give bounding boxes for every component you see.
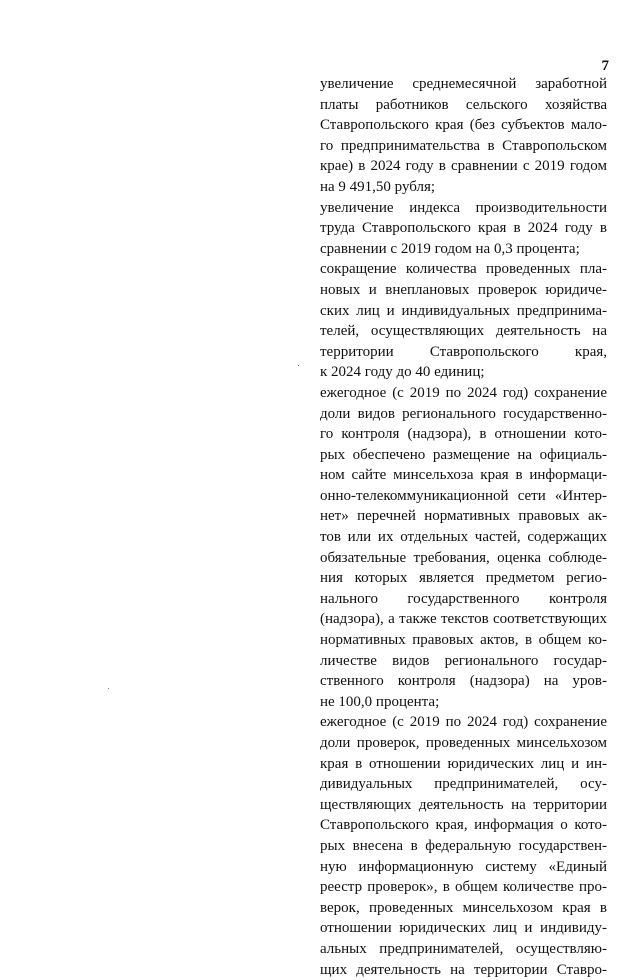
text-line: нального государственного контроля (320, 590, 607, 607)
text-line: новых и внеплановых проверок юридиче- (320, 281, 607, 298)
text-line: сокращение количества проведенных пла- (320, 261, 607, 278)
text-line: увеличение индекса производительности (320, 199, 607, 216)
page-number: 7 (601, 58, 609, 74)
text-line: ежегодное (с 2019 по 2024 год) сохранение (320, 384, 607, 401)
paragraph (320, 74, 607, 198)
text-line: личестве видов регионального государ- (320, 652, 607, 669)
text-line: ния которых является предметом регио- (320, 570, 607, 587)
text-line: доли видов регионального государственно- (320, 405, 607, 422)
text-line: Ставропольского края (без субъектов мало- (320, 117, 607, 134)
text-line: к 2024 году до 40 единиц; (320, 364, 485, 381)
text-line: реестр проверок», в общем количестве про- (320, 879, 607, 896)
text-line: ную информационную систему «Единый (320, 858, 607, 875)
text-line: верок, проведенных минсельхозом края в (320, 899, 607, 916)
text-line: обязательные требования, оценка соблюде- (320, 549, 607, 566)
scan-speck (298, 365, 299, 366)
paragraph (320, 198, 607, 260)
text-line: края в отношении юридических лиц и ин- (320, 755, 607, 772)
text-line: онно-телекоммуникационной сети «Интер- (320, 487, 607, 504)
text-line: ственного контроля (надзора) на уров- (320, 673, 607, 690)
text-line: отношении юридических лиц и индивиду- (320, 920, 607, 937)
text-line: платы работников сельского хозяйства (320, 96, 607, 113)
text-line: телей, осуществляющих деятельность на (320, 323, 607, 340)
text-line: нормативных правовых актов, в общем ко- (320, 632, 607, 649)
text-line: труда Ставропольского края в 2024 году в (320, 220, 607, 237)
text-line: ществляющих деятельность на территории (320, 796, 607, 813)
text-line: Ставропольского края, информация о кото- (320, 817, 607, 834)
text-line: на 9 491,50 рубля; (320, 178, 436, 195)
text-line: го контроля (надзора), в отношении кото- (320, 426, 607, 443)
text-line: рых внесена в федеральную государствен- (320, 837, 607, 854)
text-line: щих деятельность на территории Ставро- (320, 961, 607, 978)
text-line: территории Ставропольского края, (320, 343, 607, 360)
text-line: крае) в 2024 году в сравнении с 2019 годом (320, 158, 607, 175)
scan-speck (108, 688, 109, 689)
text-line: дивидуальных предпринимателей, осу- (320, 776, 607, 793)
text-line: не 100,0 процента; (320, 693, 440, 710)
body-text (320, 74, 607, 980)
text-line: рых обеспечено размещение на официаль- (320, 446, 607, 463)
text-line: доли проверок, проведенных минсельхозом (320, 735, 607, 751)
text-line: сравнении с 2019 годом на 0,3 процента; (320, 240, 580, 257)
text-line: ских лиц и индивидуальных предпринима- (320, 302, 607, 319)
text-line: альных предпринимателей, осуществляю- (320, 940, 607, 957)
text-line: (надзора), а также текстов соответствующих (320, 611, 607, 628)
text-line: ном сайте минсельхоза края в информаци- (320, 467, 607, 484)
paragraph (320, 383, 607, 713)
text-line: тов или их отдельных частей, содержащих (320, 529, 607, 546)
text-line: ежегодное (с 2019 по 2024 год) сохранение (320, 714, 607, 731)
text-line: го предпринимательства в Ставропольском (320, 137, 607, 154)
paragraph (320, 259, 607, 383)
text-line: нет» перечней нормативных правовых ак- (320, 508, 607, 525)
text-line: увеличение среднемесячной заработной (320, 76, 607, 92)
paragraph (320, 712, 607, 980)
